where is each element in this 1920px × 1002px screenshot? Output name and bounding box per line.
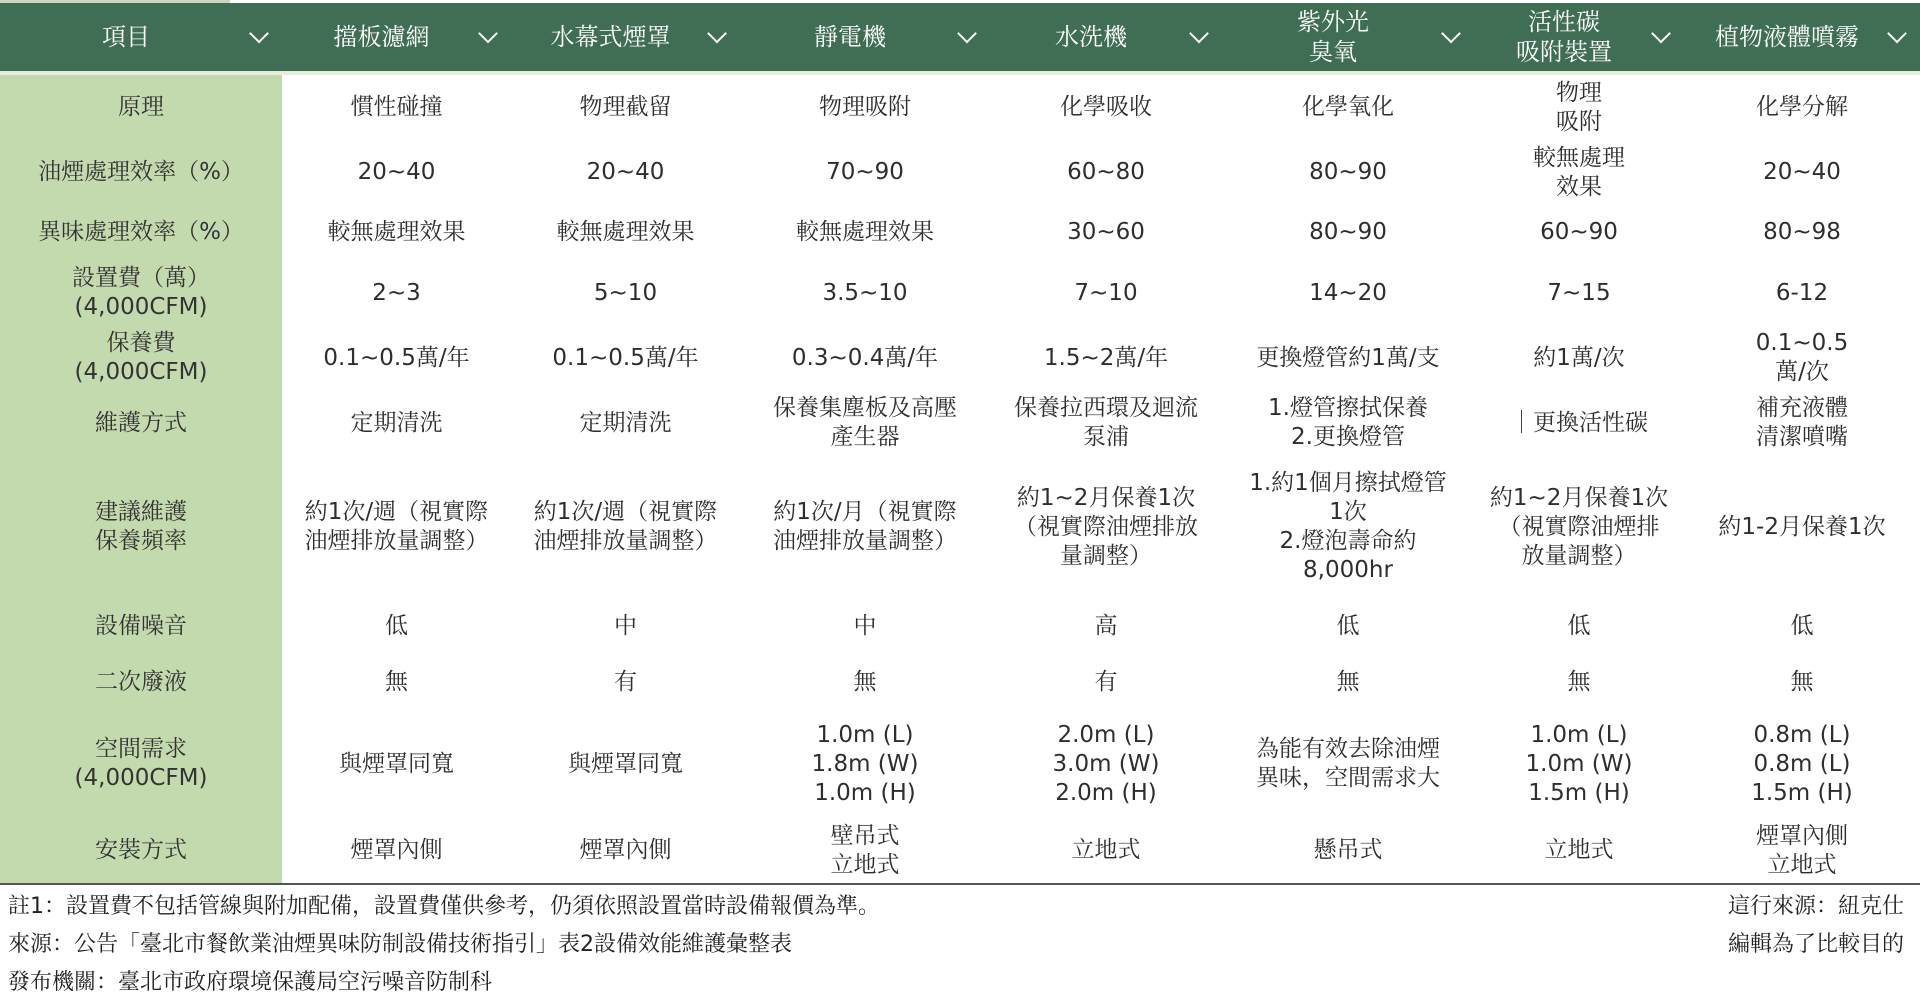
credit (1728, 888, 1904, 964)
table-cell: 20~40 (1763, 159, 1841, 186)
column-header-label: 紫外光 臭氧 (1297, 8, 1369, 66)
table-cell: ｜更換活性碳 (1510, 409, 1648, 436)
table-cell: 中 (614, 613, 637, 640)
table-cell: 3.5~10 (822, 279, 908, 306)
table-row (0, 456, 1920, 599)
row-label: 油煙處理效率（%） (0, 140, 282, 205)
table-cell: 低 (1567, 613, 1591, 640)
table-cell: 低 (385, 613, 408, 640)
footnote-source: 來源：公告「臺北市餐飲業油煙異味防制設備技術指引」表2設備效能維護彙整表 (8, 932, 792, 957)
table-cell: 較無處理效果 (796, 219, 934, 246)
table-cell: 80~90 (1309, 159, 1387, 186)
table-cell: 0.1~0.5 萬/次 (1755, 330, 1849, 386)
column-header-label: 水幕式煙罩 (550, 23, 671, 51)
table-cell: 定期清洗 (579, 409, 672, 436)
table-cell: 約1次/週（視實際 油煙排放量調整） (304, 499, 489, 555)
table-cell: 煙罩內側 (579, 837, 672, 864)
column-header-water-scrubber[interactable] (990, 3, 1222, 73)
table-cell: 1.燈管擦拭保養 2.更換燈管 (1268, 395, 1428, 451)
table-cell: 有 (1094, 669, 1118, 696)
table-cell: 20~40 (586, 159, 665, 186)
table-cell: 與煙罩同寬 (568, 750, 683, 777)
table-cell: 中 (853, 613, 877, 640)
table-cell: 約1次/月（視實際 油煙排放量調整） (773, 499, 957, 555)
table-cell: 較無處理 效果 (1533, 144, 1625, 200)
table-cell: 1.約1個月擦拭燈管 1次 2.燈泡壽命約 8,000hr (1249, 470, 1447, 584)
row-label: 設備噪音 (0, 599, 282, 655)
table-cell: 2.0m (L) 3.0m (W) 2.0m (H) (1052, 721, 1160, 806)
table-row (0, 140, 1920, 205)
table-cell: 1.0m (L) 1.8m (W) 1.0m (H) (811, 721, 919, 806)
footnotes (8, 888, 880, 1002)
row-label: 保養費 (4,000CFM) (0, 326, 282, 391)
table-cell: 6-12 (1775, 279, 1829, 306)
table-cell: 更換燈管約1萬/支 (1256, 344, 1440, 371)
table-cell: 化學分解 (1684, 73, 1920, 140)
table-cell: 高 (1094, 613, 1118, 640)
table-cell: 較無處理效果 (556, 219, 695, 246)
table-cell: 80~90 (1309, 219, 1387, 246)
table-cell: 低 (1336, 613, 1360, 640)
table-bottom-rule (0, 883, 1920, 885)
footnote-cost: 註1：設置費不包括管線與附加配備，設置費僅供參考，仍須依照設置當時設備報價為準。 (8, 894, 881, 919)
table-cell: 補充液體 清潔噴嘴 (1756, 395, 1848, 451)
table-cell: 約1-2月保養1次 (1718, 513, 1886, 540)
table-cell: 80~98 (1763, 219, 1841, 246)
credit-line-2: 編輯為了比較目的 (1727, 932, 1904, 957)
comparison-table (0, 3, 1920, 883)
table-cell: 化學吸收 (990, 73, 1222, 140)
row-label: 設置費（萬） (4,000CFM) (0, 261, 282, 326)
table-cell: 物理吸附 (740, 73, 990, 140)
column-header-electrostatic[interactable] (740, 3, 990, 73)
row-label: 原理 (0, 73, 282, 140)
row-label: 維護方式 (0, 391, 282, 456)
table-cell: 約1萬/次 (1533, 344, 1625, 371)
table-cell: 2~3 (372, 279, 421, 306)
table-cell: 煙罩內側 (350, 837, 443, 864)
table-cell: 無 (1790, 669, 1814, 696)
table-cell: 化學氧化 (1222, 73, 1474, 140)
table-cell: 與煙罩同寬 (339, 750, 454, 777)
row-label: 異味處理效率（%） (0, 205, 282, 261)
footnote-publisher: 發布機關：臺北市政府環境保護局空污噪音防制科 (8, 970, 493, 995)
table-cell: 20~40 (357, 159, 436, 186)
table-cell: 煙罩內側 立地式 (1756, 822, 1848, 878)
table-cell: 物理 吸附 (1474, 73, 1684, 140)
column-header-uv-ozone[interactable] (1222, 3, 1474, 73)
table-cell: 低 (1790, 613, 1814, 640)
table-cell: 0.8m (L) 0.8m (L) 1.5m (H) (1751, 721, 1853, 806)
table-cell: 60~90 (1540, 219, 1618, 246)
row-label: 二次廢液 (0, 655, 282, 711)
column-header-baffle-filter[interactable] (282, 3, 511, 73)
table-cell: 無 (385, 669, 408, 696)
table-cell: 1.5~2萬/年 (1043, 344, 1169, 371)
table-cell: 7~10 (1074, 279, 1138, 306)
table-cell: 慣性碰撞 (282, 73, 511, 140)
table-cell: 0.3~0.4萬/年 (791, 344, 939, 371)
table-row (0, 261, 1920, 326)
row-label: 空間需求 (4,000CFM) (0, 711, 282, 818)
table-cell: 1.0m (L) 1.0m (W) 1.5m (H) (1525, 721, 1633, 806)
column-header-label: 靜電機 (814, 23, 886, 51)
column-header-label: 擋板濾網 (333, 23, 430, 51)
table-cell: 約1~2月保養1次 （視實際油煙排放 量調整） (1014, 484, 1198, 569)
table-row (0, 599, 1920, 655)
table-cell: 無 (853, 669, 877, 696)
column-header-activated-carbon[interactable] (1474, 3, 1684, 73)
table-cell: 無 (1567, 669, 1591, 696)
table-cell: 5~10 (593, 279, 658, 306)
table-row (0, 391, 1920, 456)
table-cell: 約1次/週（視實際 油煙排放量調整） (533, 499, 718, 555)
table-cell: 懸吊式 (1313, 837, 1383, 864)
table-row (0, 655, 1920, 711)
row-label: 建議維護 保養頻率 (0, 456, 282, 599)
table-cell: 60~80 (1067, 159, 1145, 186)
table-cell: 立地式 (1071, 837, 1141, 864)
table-cell: 立地式 (1544, 837, 1614, 864)
table-cell: 70~90 (826, 159, 904, 186)
table-row (0, 818, 1920, 883)
column-header-label: 植物液體噴霧 (1715, 23, 1859, 51)
table-cell: 有 (614, 669, 637, 696)
table-cell: 保養集塵板及高壓 產生器 (773, 395, 957, 451)
header-row (0, 3, 1920, 73)
table-cell: 無 (1336, 669, 1360, 696)
table-cell: 壁吊式 立地式 (830, 822, 900, 878)
table-row (0, 326, 1920, 391)
table-cell: 約1~2月保養1次 （視實際油煙排 放量調整） (1489, 484, 1669, 569)
table-cell: 0.1~0.5萬/年 (323, 344, 470, 371)
table-row (0, 711, 1920, 818)
table-cell: 定期清洗 (350, 409, 443, 436)
table-cell: 較無處理效果 (327, 219, 466, 246)
table-cell: 為能有效去除油煙 異味，空間需求大 (1256, 736, 1440, 792)
table-cell: 7~15 (1547, 279, 1611, 306)
table-cell: 保養拉西環及迴流 泵浦 (1014, 395, 1198, 451)
table-row (0, 205, 1920, 261)
row-label: 安裝方式 (0, 818, 282, 883)
column-header-label: 水洗機 (1055, 23, 1127, 51)
table-row (0, 73, 1920, 140)
column-header-label: 項目 (102, 23, 150, 51)
column-header-plant-spray[interactable] (1684, 3, 1920, 73)
column-header-water-curtain-hood[interactable] (511, 3, 740, 73)
table-cell: 0.1~0.5萬/年 (552, 344, 699, 371)
table-cell: 30~60 (1067, 219, 1145, 246)
credit-line-1: 這行來源：紐克仕 (1727, 894, 1904, 919)
column-header-item[interactable] (0, 3, 282, 73)
table-cell: 14~20 (1309, 279, 1387, 306)
table-cell: 物理截留 (511, 73, 740, 140)
column-header-label: 活性碳 吸附裝置 (1516, 8, 1612, 66)
